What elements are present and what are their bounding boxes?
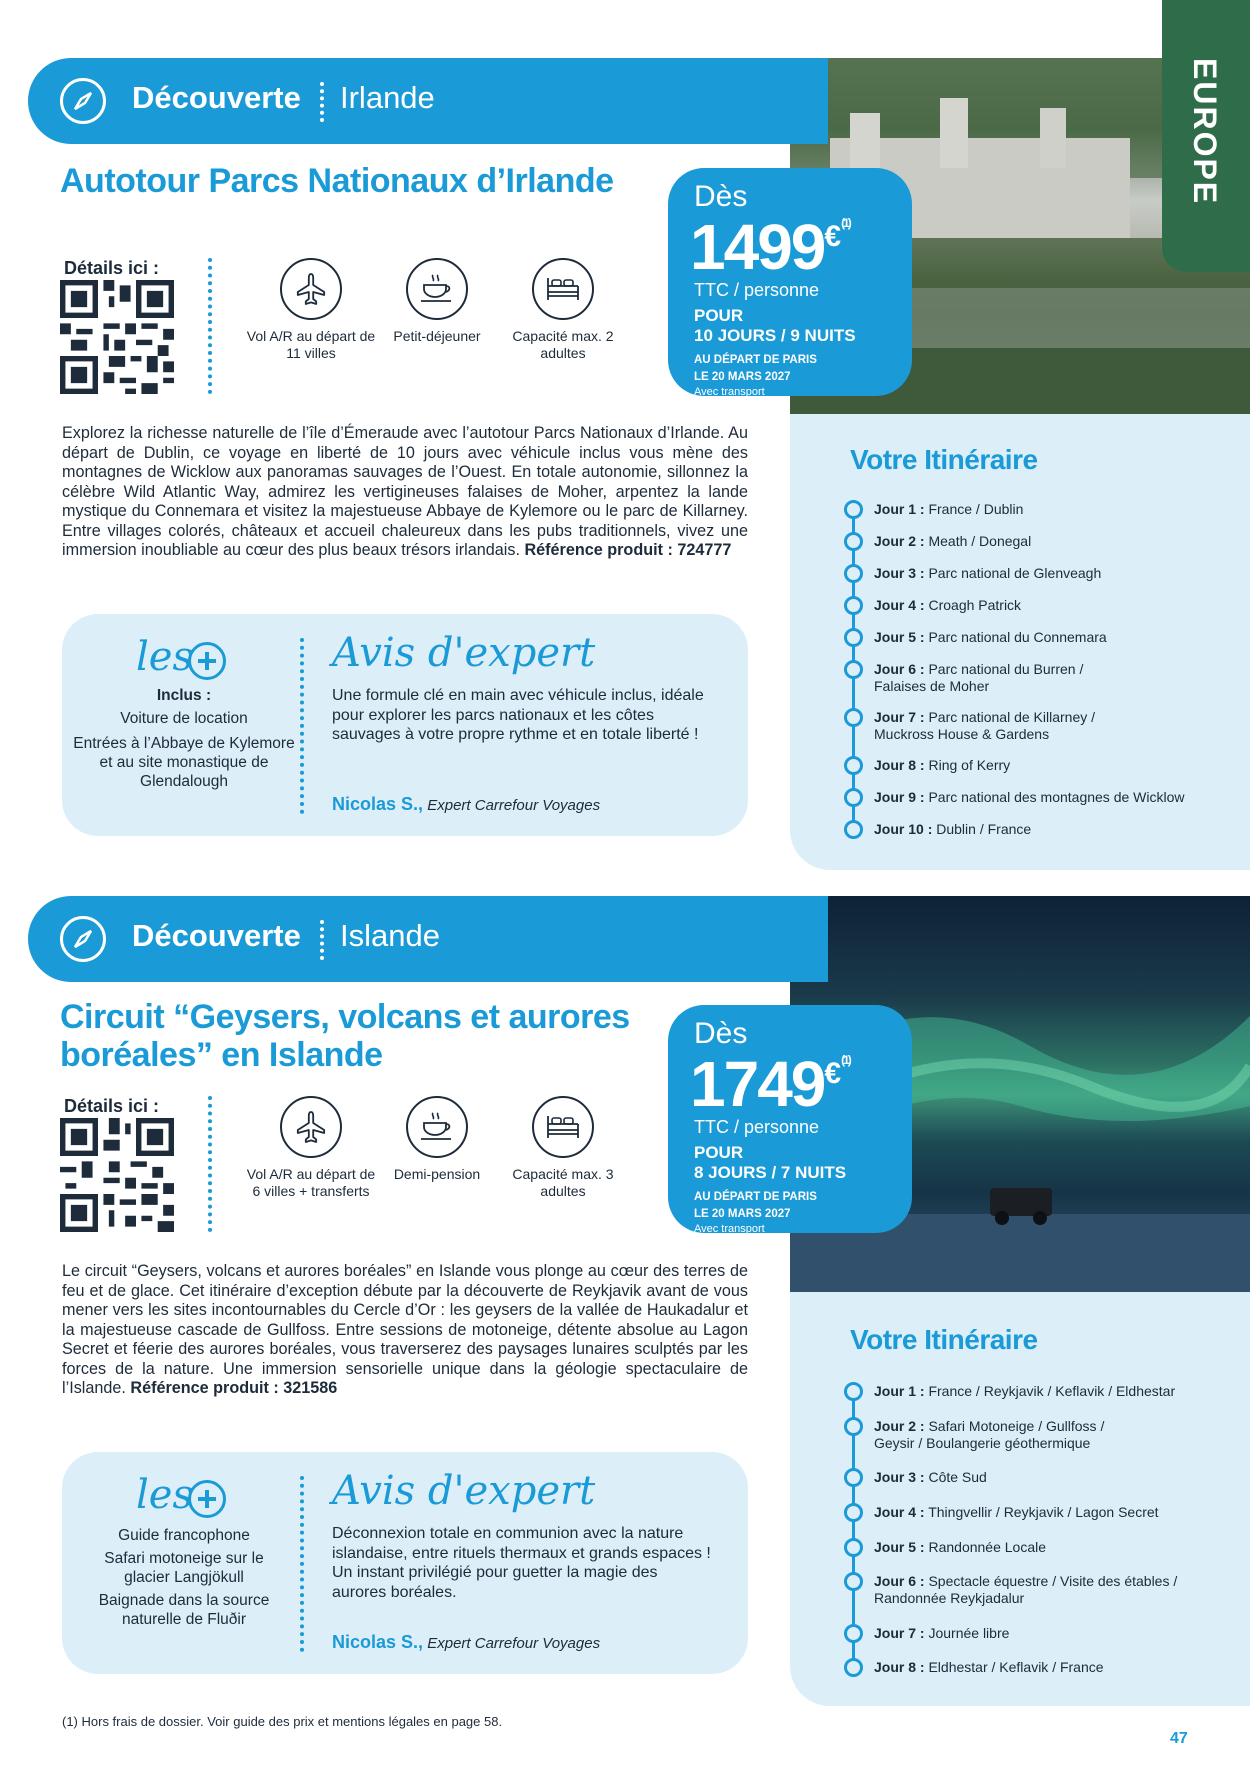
step-text: Thingvellir / Reykjavik / Lagon Secret xyxy=(928,1504,1159,1520)
itinerary-panel xyxy=(790,414,1250,870)
region-label: EUROPE xyxy=(1187,58,1223,206)
itinerary-title: Votre Itinéraire xyxy=(850,1324,1038,1355)
price-note-ref: (1) xyxy=(841,216,850,230)
step-text: Journée libre xyxy=(928,1625,1010,1641)
feature-capacity xyxy=(498,258,628,362)
timeline-dot xyxy=(844,660,863,679)
offer-title xyxy=(60,998,630,1074)
price-amount xyxy=(690,210,850,284)
timeline-dot xyxy=(844,820,863,839)
price-currency: € xyxy=(824,1057,842,1090)
qr-code[interactable] xyxy=(60,280,174,394)
avis-text: Une formule clé en main avec véhicule inclus, idéale pour explorer les parcs nationaux et les côtes sauvages à votre propre rythme et en totale liberté ! xyxy=(332,687,704,743)
price-transport: Avec transport xyxy=(694,1223,765,1235)
bed-icon xyxy=(532,258,594,320)
timeline-dot xyxy=(844,788,863,807)
step-text: France / Reykjavik / Keflavik / Eldhestar xyxy=(928,1383,1176,1399)
page-number: 47 xyxy=(1170,1730,1188,1747)
step-text: Meath / Donegal xyxy=(928,533,1032,549)
offer-description xyxy=(62,424,748,561)
expert-signature xyxy=(332,1632,600,1653)
les-plus-list xyxy=(70,686,298,791)
timeline-dot xyxy=(844,708,863,727)
price-departure-date: LE 20 MARS 2027 xyxy=(694,371,791,383)
dotted-divider xyxy=(300,638,304,814)
timeline-dot xyxy=(844,1503,863,1522)
price-badge xyxy=(668,168,912,396)
expert-signature xyxy=(332,794,600,815)
product-reference: Référence produit : 724777 xyxy=(524,541,732,559)
step-text: Croagh Patrick xyxy=(928,597,1022,613)
step-day: Jour 4 : xyxy=(874,597,925,613)
feature-flight xyxy=(246,258,376,362)
step-day: Jour 2 : xyxy=(874,533,925,549)
step-day: Jour 1 : xyxy=(874,501,925,517)
price-duration-value: 8 JOURS / 7 NUITS xyxy=(694,1163,847,1182)
step-day: Jour 4 : xyxy=(874,1504,925,1520)
timeline-dot xyxy=(844,532,863,551)
expert-role: Expert Carrefour Voyages xyxy=(427,797,601,814)
les-plus-item: Guide francophone xyxy=(118,1527,250,1544)
category-band-ireland xyxy=(28,58,828,144)
category-band-iceland xyxy=(28,896,828,982)
feature-meal xyxy=(372,258,502,345)
feature-capacity xyxy=(498,1096,628,1200)
les-plus-item: Voiture de location xyxy=(120,710,248,727)
step-day: Jour 6 : xyxy=(874,661,925,677)
timeline-dot xyxy=(844,1624,863,1643)
price-from: Dès xyxy=(694,1017,748,1050)
price-pour: POUR xyxy=(694,306,744,325)
step-day: Jour 2 : xyxy=(874,1418,925,1434)
feature-label: Vol A/R au départ de 11 villes xyxy=(246,328,376,361)
description-text: Le circuit “Geysers, volcans et aurores boréales” en Islande vous plonge au cœur des terres de feu et de glace. Cet itinéraire d’exception débute par la découverte de Reykjavik avant de vous mener vers les sites incontournables du Cercle d’Or : les geysers de la vallée de Haukadalur et la majestueuse cascade de Gullfoss. Entre sessions de motoneige, détente absolue au Lagon Secret et féerie des aurores boréales, vous traverserez des paysages lunaires sculptés par les forces de la nature. Une immersion sensorielle unique dans la géologie spectaculaire de l’Islande. xyxy=(62,1262,748,1397)
step-day: Jour 9 : xyxy=(874,789,925,805)
price-note-ref: (1) xyxy=(841,1053,850,1067)
step-text: France / Dublin xyxy=(928,501,1024,517)
price-departure xyxy=(694,1189,817,1223)
timeline-dot xyxy=(844,1658,863,1677)
timeline-dot xyxy=(844,500,863,519)
avis-title: Avis d'expert xyxy=(332,1468,596,1514)
plus-icon xyxy=(188,642,226,680)
price-ttc: TTC / personne xyxy=(694,280,820,300)
price-from: Dès xyxy=(694,180,748,213)
expert-name: Nicolas S., xyxy=(332,794,424,814)
price-duration-value: 10 JOURS / 9 NUITS xyxy=(694,326,856,345)
expert-name: Nicolas S., xyxy=(332,1632,424,1652)
step-text: Ring of Kerry xyxy=(928,757,1011,773)
dotted-divider xyxy=(208,1096,212,1232)
les-plus-item: Inclus : xyxy=(156,687,212,704)
les-plus-item: Entrées à l’Abbaye de Kylemore et au site monastique de Glendalough xyxy=(73,735,295,790)
step-text: Randonnée Locale xyxy=(928,1539,1047,1555)
step-text: Spectacle équestre / Visite des étables / Randonnée Reykjadalur xyxy=(874,1573,1178,1606)
price-departure-date: LE 20 MARS 2027 xyxy=(694,1208,791,1220)
qr-label: Détails ici : xyxy=(64,1096,160,1116)
compass-icon xyxy=(60,78,106,124)
step-day: Jour 8 : xyxy=(874,757,925,773)
plus-icon xyxy=(188,1480,226,1518)
step-text: Parc national du Connemara xyxy=(928,629,1107,645)
feature-label: Petit-déjeuner xyxy=(393,328,481,344)
destination-label: Islande xyxy=(340,918,440,953)
qr-label: Détails ici : xyxy=(64,258,160,278)
feature-label: Demi-pension xyxy=(393,1166,481,1182)
destination-label: Irlande xyxy=(340,80,435,115)
plane-icon xyxy=(280,1096,342,1158)
region-side-tab xyxy=(1162,0,1250,272)
step-text: Parc national de Glenveagh xyxy=(928,565,1102,581)
band-separator xyxy=(320,82,324,122)
category-label: Découverte xyxy=(132,80,301,115)
coffee-cup-icon xyxy=(406,1096,468,1158)
highlights-box xyxy=(62,614,748,836)
description-text: Explorez la richesse naturelle de l’île d’Émeraude avec l’autotour Parcs Nationaux d’Irlande. Au départ de Dublin, ce voyage en liberté de 10 jours avec véhicule inclus vous mène des montagnes de Wicklow aux panoramas sauvages de l’Ouest. En totale autonomie, sillonnez la célèbre Wild Atlantic Way, admirez les vertigineuses falaises de Moher, arpentez la lande mystique du Connemara et visitez la majestueuse Abbaye de Kylemore ou le parc de Killarney. Entre villages colorés, châteaux et accueil chaleureux dans les pubs traditionnels, vivez une immersion inoubliable au cœur des plus beaux trésors irlandais. xyxy=(62,424,748,559)
footnote: (1) Hors frais de dossier. Voir guide des prix et mentions légales en page 58. xyxy=(62,1714,503,1729)
les-plus-list xyxy=(70,1526,298,1629)
timeline-dot xyxy=(844,1468,863,1487)
les-plus-item: Baignade dans la source naturelle de Fluðir xyxy=(98,1592,270,1628)
les-plus-title: les xyxy=(136,1472,193,1518)
feature-label: Capacité max. 3 adultes xyxy=(512,1166,614,1199)
step-day: Jour 8 : xyxy=(874,1659,925,1675)
timeline-dot xyxy=(844,564,863,583)
price-badge xyxy=(668,1005,912,1233)
timeline-dot xyxy=(844,628,863,647)
offer-description xyxy=(62,1262,748,1399)
offer-title: Autotour Parcs Nationaux d’Irlande xyxy=(60,162,614,200)
step-text: Côte Sud xyxy=(928,1469,987,1485)
price-amount xyxy=(690,1047,850,1121)
bed-icon xyxy=(532,1096,594,1158)
plane-icon xyxy=(280,258,342,320)
timeline-dot xyxy=(844,1417,863,1436)
step-day: Jour 3 : xyxy=(874,1469,925,1485)
offer-title-line: boréales” en Islande xyxy=(60,1036,383,1074)
price-value: 1499 xyxy=(690,211,825,283)
step-text: Parc national du Burren / Falaises de Moher xyxy=(874,661,1084,694)
feature-label: Vol A/R au départ de 6 villes + transferts xyxy=(246,1166,376,1199)
itinerary-panel xyxy=(790,1292,1250,1706)
avis-title: Avis d'expert xyxy=(332,630,596,676)
step-day: Jour 3 : xyxy=(874,565,925,581)
step-day: Jour 6 : xyxy=(874,1573,925,1589)
price-value: 1749 xyxy=(690,1048,825,1120)
feature-flight xyxy=(246,1096,376,1200)
step-day: Jour 7 : xyxy=(874,709,925,725)
price-departure xyxy=(694,352,817,386)
itinerary-title: Votre Itinéraire xyxy=(850,444,1038,475)
coffee-cup-icon xyxy=(406,258,468,320)
feature-label: Capacité max. 2 adultes xyxy=(512,328,614,361)
timeline-dot xyxy=(844,756,863,775)
expert-role: Expert Carrefour Voyages xyxy=(427,1635,601,1652)
price-departure-city: AU DÉPART DE PARIS xyxy=(694,1191,817,1203)
step-text: Safari Motoneige / Gullfoss / Geysir / Boulangerie géothermique xyxy=(874,1418,1105,1451)
step-day: Jour 5 : xyxy=(874,1539,925,1555)
band-separator xyxy=(320,920,324,960)
step-text: Dublin / France xyxy=(936,821,1032,837)
step-text: Parc national de Killarney / Muckross House & Gardens xyxy=(874,709,1096,742)
price-ttc: TTC / personne xyxy=(694,1117,820,1137)
price-transport: Avec transport xyxy=(694,386,765,398)
les-plus-item: Safari motoneige sur le glacier Langjökull xyxy=(104,1550,264,1586)
step-day: Jour 5 : xyxy=(874,629,925,645)
step-day: Jour 10 : xyxy=(874,821,933,837)
product-reference: Référence produit : 321586 xyxy=(130,1379,338,1397)
price-currency: € xyxy=(824,220,842,253)
feature-meal xyxy=(372,1096,502,1183)
qr-code[interactable] xyxy=(60,1118,174,1232)
step-day: Jour 7 : xyxy=(874,1625,925,1641)
step-text: Parc national des montagnes de Wicklow xyxy=(928,789,1185,805)
highlights-box xyxy=(62,1452,748,1674)
step-text: Eldhestar / Keflavik / France xyxy=(928,1659,1104,1675)
price-duration xyxy=(694,306,856,346)
timeline-dot xyxy=(844,1538,863,1557)
dotted-divider xyxy=(208,258,212,394)
timeline-dot xyxy=(844,596,863,615)
price-pour: POUR xyxy=(694,1143,744,1162)
offer-title-line: Circuit “Geysers, volcans et aurores xyxy=(60,998,630,1036)
step-day: Jour 1 : xyxy=(874,1383,925,1399)
category-label: Découverte xyxy=(132,918,301,953)
timeline-dot xyxy=(844,1572,863,1591)
price-departure-city: AU DÉPART DE PARIS xyxy=(694,354,817,366)
dotted-divider xyxy=(300,1476,304,1652)
les-plus-title: les xyxy=(136,634,193,680)
price-duration xyxy=(694,1143,846,1183)
compass-icon xyxy=(60,916,106,962)
timeline-dot xyxy=(844,1382,863,1401)
avis-text: Déconnexion totale en communion avec la nature islandaise, entre rituels thermaux et grands espaces ! Un instant privilégié pour guetter la magie des aurores boréales. xyxy=(332,1525,711,1601)
